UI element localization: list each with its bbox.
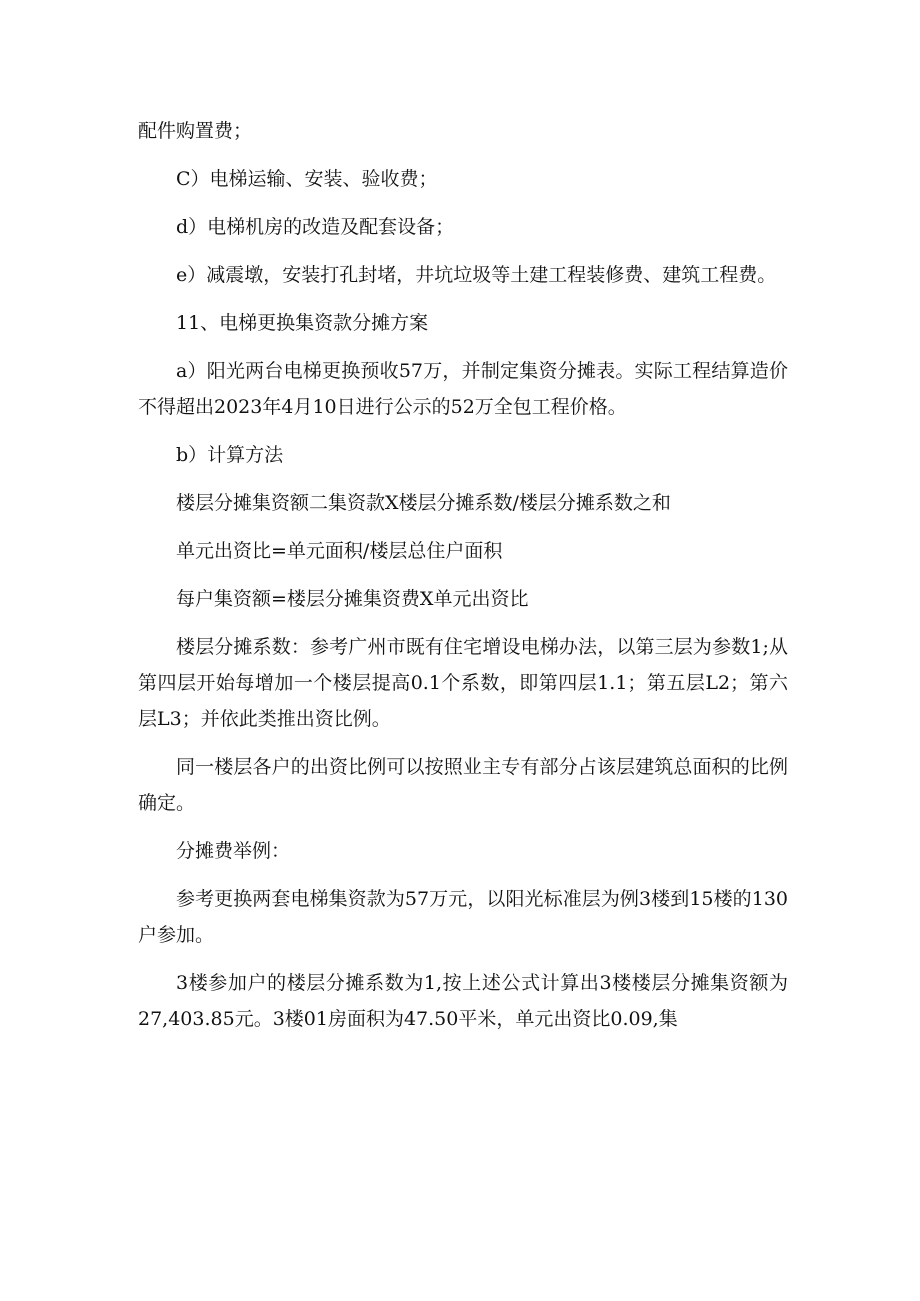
paragraph-floor-coefficient: 楼层分摊系数：参考广州市既有住宅增设电梯办法，以第三层为参数1;从第四层开始每增加一个楼层提高0.1个系数，即第四层1.1；第五层L2；第六层L3；并依此类推出资比例。 xyxy=(138,636,788,730)
paragraph-parts-purchase: 配件购置费； xyxy=(138,120,253,142)
paragraph-same-floor-ratio: 同一楼层各户的出资比例可以按照业主专有部分占该层建筑总面积的比例确定。 xyxy=(138,756,788,814)
paragraph-item-b: b）计算方法 xyxy=(176,444,284,466)
formula-household-amount: 每户集资额=楼层分摊集资费X单元出资比 xyxy=(176,588,529,610)
paragraph-item-a: a）阳光两台电梯更换预收57万，并制定集资分摊表。实际工程结算造价不得超出2023年4月10日进行公示的52万全包工程价格。 xyxy=(138,360,788,418)
paragraph-item-c: C）电梯运输、安装、验收费； xyxy=(176,168,438,190)
paragraph-example-reference: 参考更换两套电梯集资款为57万元，以阳光标准层为例3楼到15楼的130户参加。 xyxy=(138,888,788,946)
paragraph-item-e: e）减震墩，安装打孔封堵，井坑垃圾等土建工程装修费、建筑工程费。 xyxy=(176,264,777,286)
paragraph-example-heading: 分摊费举例： xyxy=(176,840,291,862)
document-body xyxy=(138,113,788,1049)
formula-floor-share: 楼层分摊集资额二集资款X楼层分摊系数/楼层分摊系数之和 xyxy=(176,492,671,514)
section-heading-11: 11、电梯更换集资款分摊方案 xyxy=(176,312,429,334)
formula-unit-ratio: 单元出资比=单元面积/楼层总住户面积 xyxy=(176,540,503,562)
paragraph-example-floor-3: 3楼参加户的楼层分摊系数为1,按上述公式计算出3楼楼层分摊集资额为27,403.85元。3楼01房面积为47.50平米，单元出资比0.09,集 xyxy=(138,972,788,1030)
paragraph-item-d: d）电梯机房的改造及配套设备； xyxy=(176,216,455,238)
